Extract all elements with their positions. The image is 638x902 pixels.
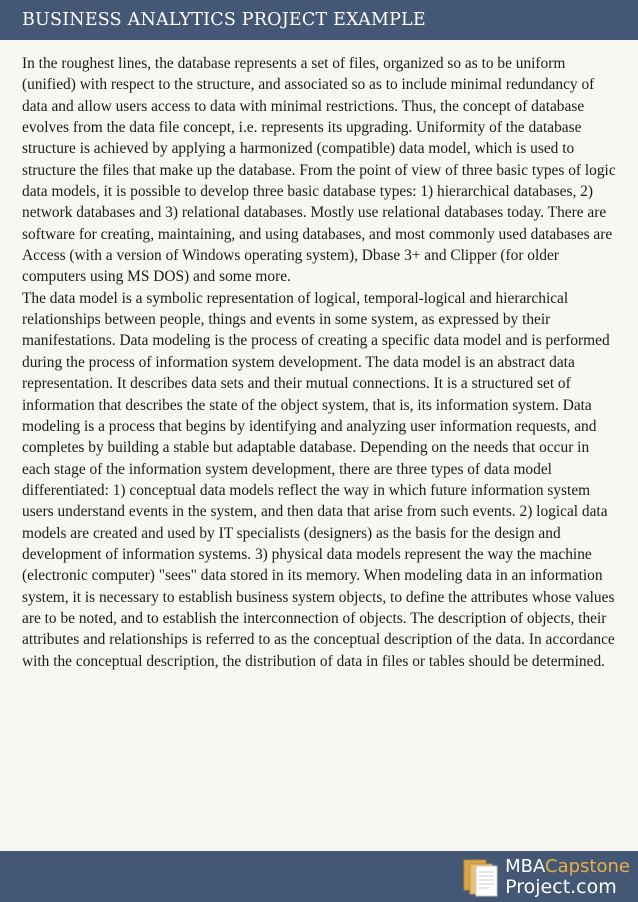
page-title: BUSINESS ANALYTICS PROJECT EXAMPLE: [22, 10, 426, 30]
document-stack-icon: [461, 857, 499, 897]
mba-capstone-logo[interactable]: [461, 854, 630, 900]
document-body: [22, 53, 620, 672]
logo-text: [505, 857, 630, 897]
logo-mba: MBA: [505, 856, 546, 877]
paragraph-2: The data model is a symbolic representation of logical, temporal-logical and hierarchical relationships between people, things and events in some system, as expressed by their manifestations. Data modeling is the process of creating a specific data model and is performed during the process of information system development. The data model is an abstract data representation. It describes data sets and their mutual connections. It is a structured set of information that describes the state of the object system, that is, its information system. Data modeling is a process that begins by identifying and analyzing user information requests, and completes by building a stable but adaptable database. Depending on the needs that occur in each stage of the information system development, there are three types of data model differentiated: 1) conceptual data models reflect the way in which future information system users understand events in the system, and then data that arise from such events. 2) logical data models are created and used by IT specialists (designers) as the basis for the design and development of information systems. 3) physical data models represent the way the machine (electronic computer) "sees" data stored in its memory. When modeling data in an information system, it is necessary to establish business system objects, to define the attributes whose values are to be noted, and to establish the interconnection of objects. The description of objects, their attributes and relationships is referred to as the conceptual description of the data. In accordance with the conceptual description, the distribution of data in files or tables should be determined.: [22, 289, 615, 670]
paragraph-1: In the roughest lines, the database represents a set of files, organized so as to be uniform (unified) with respect to the structure, and associated so as to include minimal redundancy of data and allow users access to data with minimal restrictions. Thus, the concept of database evolves from the data file concept, i.e. represents its upgrading. Uniformity of the database structure is achieved by applying a harmonized (compatible) data model, which is used to structure the files that make up the database. From the point of view of three basic types of logic data models, it is possible to develop three basic database types: 1) hierarchical databases, 2) network databases and 3) relational databases. Mostly use relational databases today. There are software for creating, maintaining, and using databases, and most commonly used databases are Access (with a version of Windows operating system), Dbase 3+ and Clipper (for older computers using MS DOS) and some more.: [22, 55, 616, 286]
logo-capstone: Capstone: [545, 856, 630, 877]
logo-project-com: Project.com: [505, 876, 617, 898]
page-header: [0, 0, 638, 40]
logo-line-1: [505, 857, 630, 877]
